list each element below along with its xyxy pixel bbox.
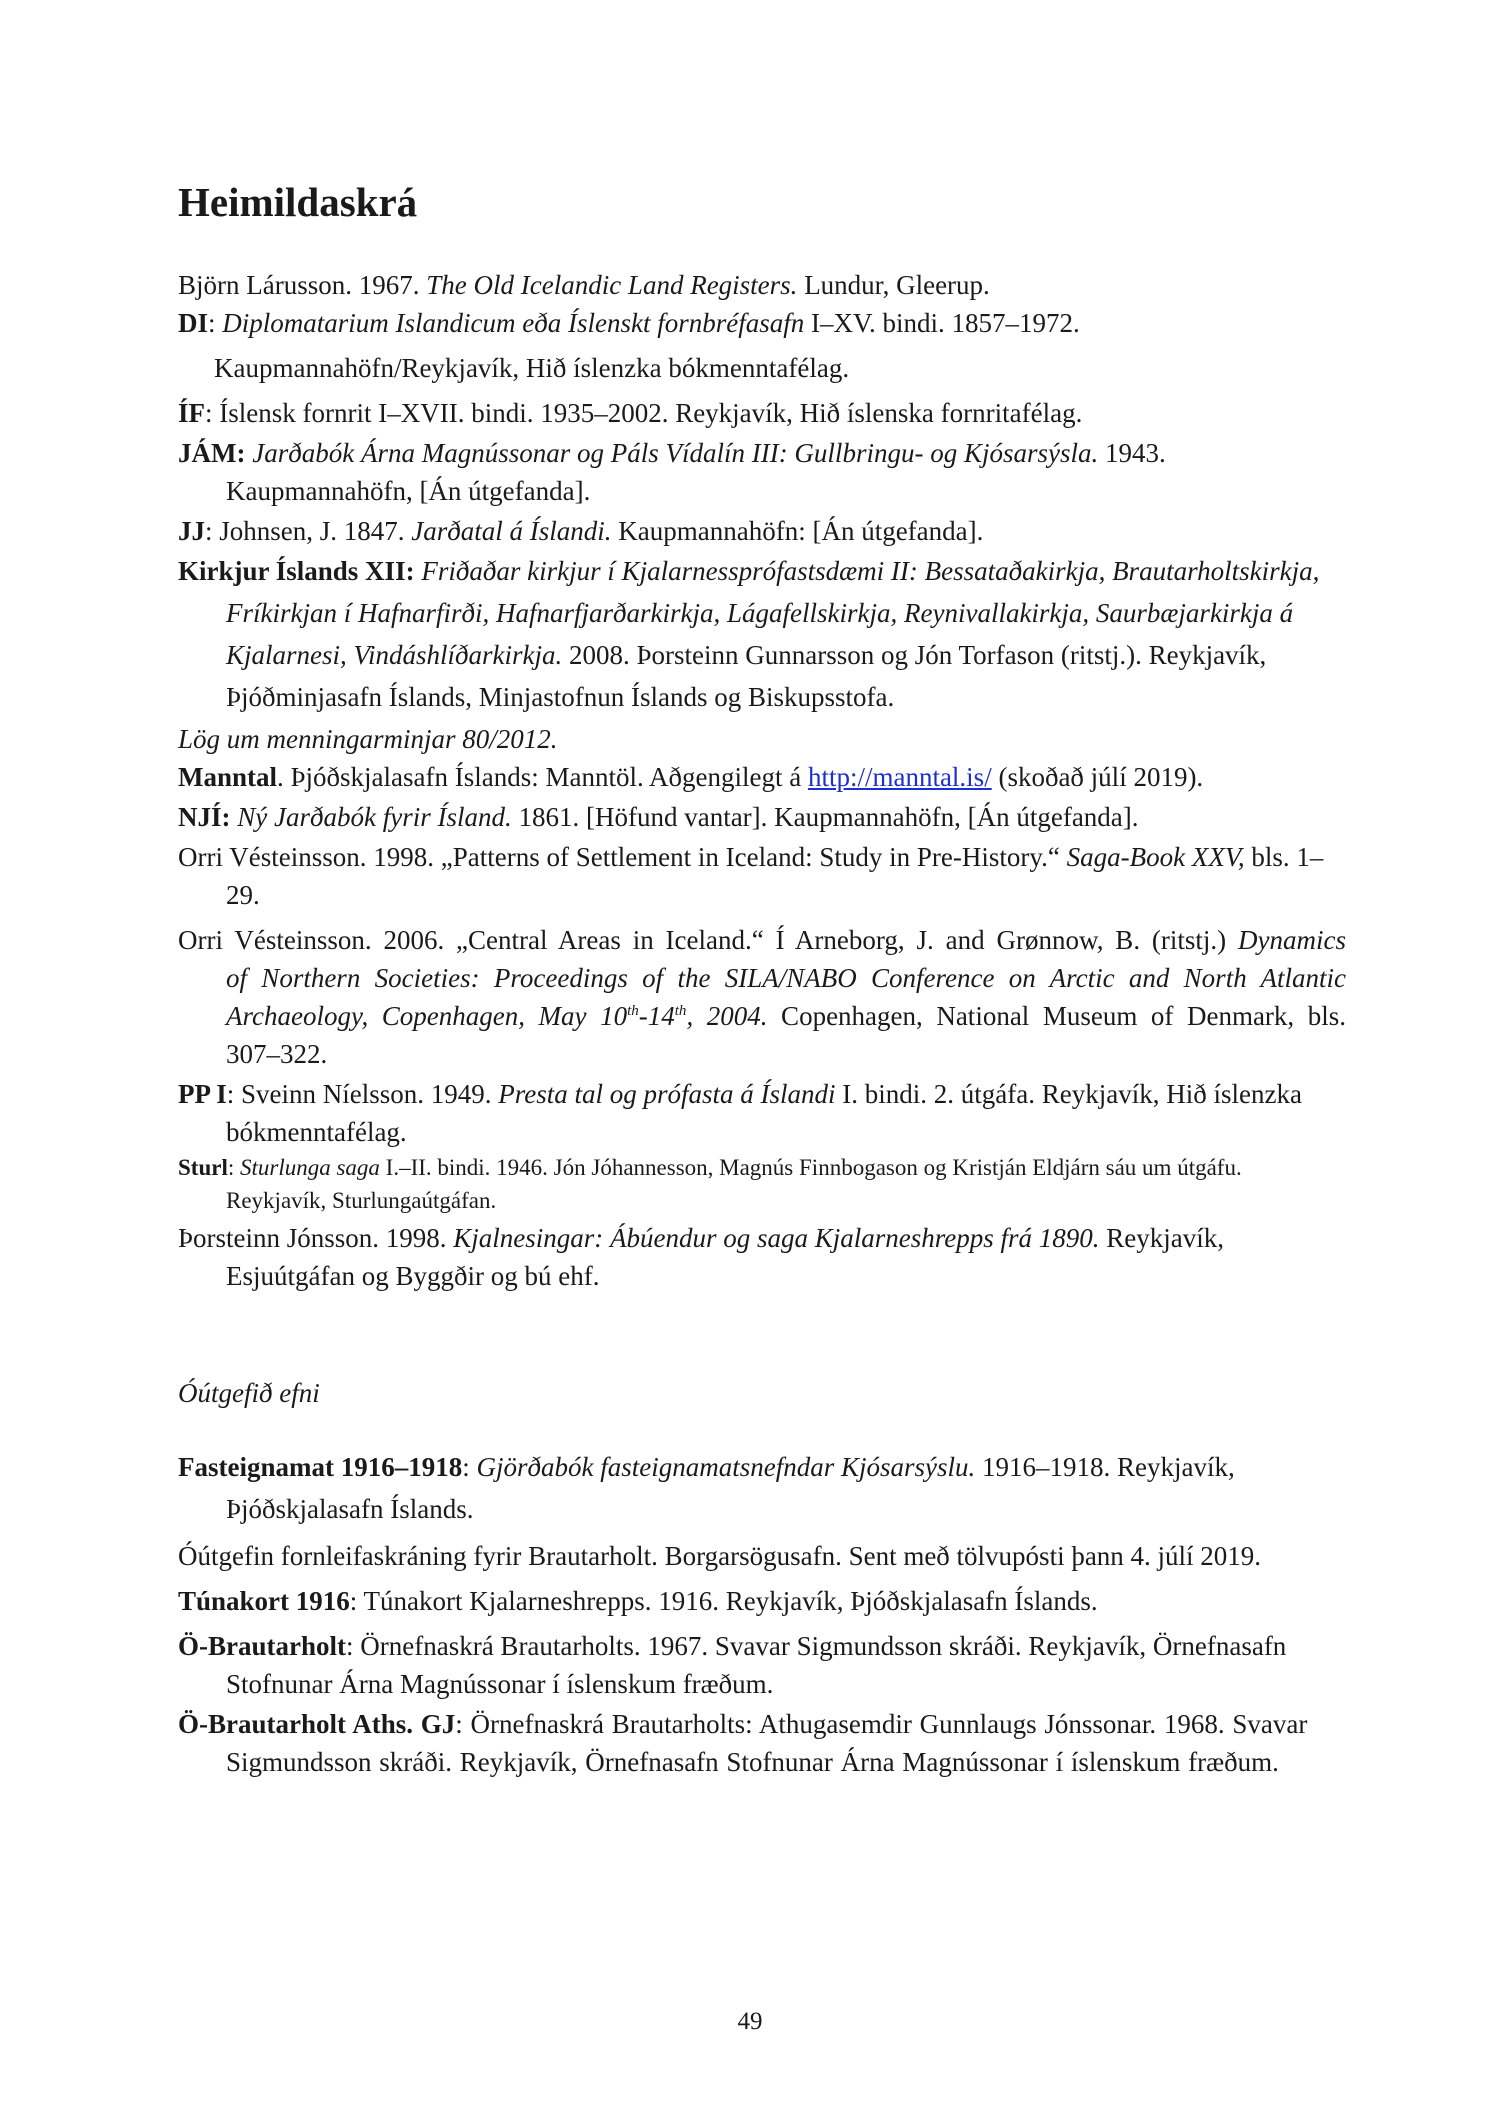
reference-entry: Ö-Brautarholt Aths. GJ: Örnefnaskrá Brautarholts: Athugasemdir Gunnlaugs Jónssonar. 1968. Svavar Sigmundsson skráði. Reykjavík, Örnefnasafn Stofnunar Árna Magnússonar í íslenskum fræðum. (178, 1709, 1308, 1777)
page-number: 49 (737, 2008, 763, 2035)
reference-entry-continuation: Kaupmannahöfn/Reykjavík, Hið íslenzka bókmenntafélag. (214, 353, 850, 383)
reference-entry: Manntal. Þjóðskjalasafn Íslands: Manntöl. Aðgengilegt á http://manntal.is/ (skoðað júlí 2019). (178, 762, 1204, 792)
reference-entry: Óútgefin fornleifaskráning fyrir Brautarholt. Borgarsögusafn. Sent með tölvupósti þann 4. júlí 2019. (178, 1541, 1262, 1571)
reference-entry: Lög um menningarminjar 80/2012. (178, 724, 558, 754)
reference-entry: Björn Lárusson. 1967. The Old Icelandic Land Registers. Lundur, Gleerup. (178, 270, 990, 300)
reference-entry: JÁM: Jarðabók Árna Magnússonar og Páls Vídalín III: Gullbringu- og Kjósarsýsla. 1943. Kaupmannahöfn, [Án útgefanda]. (178, 438, 1166, 506)
reference-entry: DI: Diplomatarium Islandicum eða Íslenskt fornbréfasafn I–XV. bindi. 1857–1972. (178, 308, 1080, 338)
reference-entry: Fasteignamat 1916–1918: Gjörðabók fasteignamatsnefndar Kjósarsýslu. 1916–1918. Reykjavík, Þjóðskjalasafn Íslands. (178, 1452, 1235, 1524)
unpublished-subheading: Óútgefið efni (178, 1378, 320, 1408)
reference-entry: Sturl: Sturlunga saga I.–II. bindi. 1946. Jón Jóhannesson, Magnús Finnbogason og Kristján Eldjárn sáu um útgáfu. Reykjavík, Sturlungaútgáfan. (178, 1155, 1242, 1213)
reference-entry: Orri Vésteinsson. 1998. „Patterns of Settlement in Iceland: Study in Pre-History.“ Saga-Book XXV, bls. 1–29. (178, 842, 1324, 910)
reference-entry: Ö-Brautarholt: Örnefnaskrá Brautarholts. 1967. Svavar Sigmundsson skráði. Reykjavík, Örnefnasafn Stofnunar Árna Magnússonar í íslenskum fræðum. (178, 1631, 1287, 1699)
unpublished-sources-list (178, 1446, 1346, 1781)
reference-entry: Kirkjur Íslands XII: Friðaðar kirkjur í Kjalarnessprófastsdæmi II: Bessataðakirkja, Brautarholtskirkja, Fríkirkjan í Hafnarfirði, Hafnarfjarðarkirkja, Lágafellskirkja, Reynivallakirkja, Saurbæjarkirkja á Kjalarnesi, Vindáshlíðarkirkja. 2008. Þorsteinn Gunnarsson og Jón Torfason (ritstj.). Reykjavík, Þjóðminjasafn Íslands, Minjastofnun Íslands og Biskupsstofa. (178, 556, 1320, 712)
page-heading: Heimildaskrá (178, 179, 418, 225)
reference-entry: Þorsteinn Jónsson. 1998. Kjalnesingar: Ábúendur og saga Kjalarneshrepps frá 1890. Reykjavík, Esjuútgáfan og Byggðir og bú ehf. (178, 1223, 1225, 1291)
reference-entry: Túnakort 1916: Túnakort Kjalarneshrepps. 1916. Reykjavík, Þjóðskjalasafn Íslands. (178, 1586, 1098, 1616)
reference-entry: Orri Vésteinsson. 2006. „Central Areas in Iceland.“ Í Arneborg, J. and Grønnow, B. (ritstj.) Dynamics of Northern Societies: Proceedings of the SILA/NABO Conference on Arctic and North Atlantic Archaeology, Copenhagen, May 10th-14th, 2004. Copenhagen, National Museum of Denmark, bls. 307–322. (178, 925, 1346, 1069)
reference-entry: ÍF: Íslensk fornrit I–XVII. bindi. 1935–2002. Reykjavík, Hið íslenska fornritafélag. (178, 398, 1083, 428)
published-sources-list (178, 266, 1346, 1295)
reference-entry: JJ: Johnsen, J. 1847. Jarðatal á Íslandi. Kaupmannahöfn: [Án útgefanda]. (178, 516, 984, 546)
manntal-link[interactable]: http://manntal.is/ (807, 762, 992, 792)
reference-entry: NJÍ: Ný Jarðabók fyrir Ísland. 1861. [Höfund vantar]. Kaupmannahöfn, [Án útgefanda]. (178, 802, 1139, 832)
reference-entry: PP I: Sveinn Níelsson. 1949. Presta tal og prófasta á Íslandi I. bindi. 2. útgáfa. Reykjavík, Hið íslenzka bókmenntafélag. (178, 1079, 1302, 1147)
